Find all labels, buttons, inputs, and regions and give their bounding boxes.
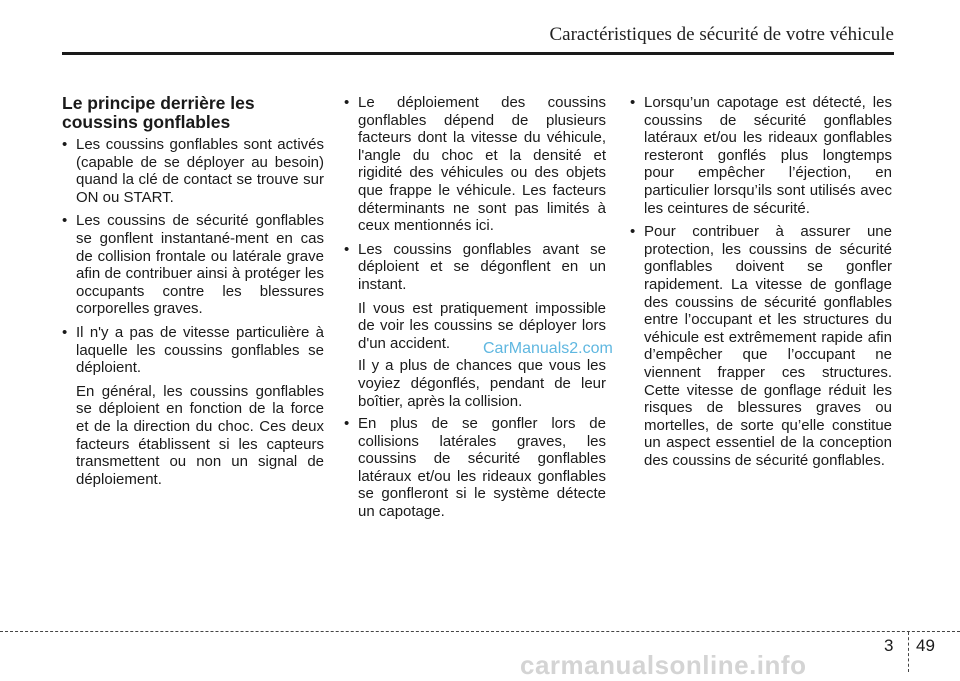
bullet-icon: • [62,323,68,341]
bullet-icon: • [62,212,68,230]
continuation-paragraph: Il y a plus de chances que vous les voyiez dégonflés, pendant de leur boîtier, après la collision. [358,357,606,410]
list-item [344,94,606,235]
list-item-text: Les coussins gonflables sont activés (capable de se déployer au besoin) quand la clé de contact se trouve sur ON ou START. [76,136,324,206]
bullet-icon: • [344,240,350,258]
continuation-paragraph: Il vous est pratiquement impossible de voir les coussins se déployer lors d'un accident. [358,299,606,352]
list-item [62,212,324,318]
continuation-paragraph: En général, les coussins gonflables se déploient en fonction de la force et de la direction du choc. Ces deux facteurs établissent si les capteurs transmettent ou non un signal de déploiement. [76,382,324,488]
footer-page-separator [908,632,909,672]
watermark-carmanuals: CarManuals2.com [483,340,613,357]
list-item-text: Il n'y a pas de vitesse particulière à laquelle les coussins gonflables se déploient. [76,323,324,377]
bullet-icon: • [630,223,636,241]
list-item-text: En plus de se gonfler lors de collisions latérales graves, les coussins de sécurité gonflables latéraux et/ou les rideaux gonflables se gonfleront si le système détecte un capotage. [358,415,606,521]
page-number: 49 [916,636,935,655]
section-heading: Le principe derrière les coussins gonflables [62,93,255,132]
column-2 [344,94,606,527]
bullet-icon: • [630,94,636,111]
list-item-text: Pour contribuer à assurer une protection, les coussins de sécurité gonflables doivent se gonfler rapidement. La vitesse de gonflage des coussins de sécurité gonflables entre l’occupant et les structures du véhicule est extrêmement rapide afin d’empêcher que l’occupant ne viennent frapper ces structures. Cette vitesse de gonflage réduit les risques de blessures graves ou mortelles, de sorte qu’elle constitue un aspect essentiel de la conception des coussins de sécurité gonflables. [644,223,892,469]
footer-rule [0,631,960,632]
chapter-number: 3 [884,636,894,655]
list-item-text: Le déploiement des coussins gonflables dépend de plusieurs facteurs dont la vitesse du véhicule, l'angle du choc et la densité et rigidité des véhicules ou des objets que frappe le véhicule. Les facteurs déterminants ne sont pas limités à ceux mentionnés ici. [358,94,606,235]
bullet-icon: • [62,136,68,153]
list-item [630,94,892,217]
page-header-title: Caractéristiques de sécurité de votre véhicule [549,24,894,45]
watermark-footer: carmanualsonline.info [520,650,807,680]
list-item-text: Lorsqu’un capotage est détecté, les coussins de sécurité gonflables latéraux et/ou les rideaux gonflables resteront gonflés plus longtemps pour empêcher l’éjection, en particulier lorsqu’ils sont utilisés avec les ceintures de sécurité. [644,94,892,217]
column-1 [62,94,324,493]
header-rule [62,52,894,55]
bullet-icon: • [344,415,350,433]
list-item [344,241,606,294]
list-item [62,324,324,377]
column-3 [630,94,892,475]
bullet-icon: • [344,94,350,111]
list-item-text: Les coussins gonflables avant se déploient et se dégonflent en un instant. [358,240,606,293]
list-item [62,136,324,206]
list-item-text: Les coussins de sécurité gonflables se gonflent instantané-ment en cas de collision frontale ou latérale grave afin de contribuer ainsi à protéger les occupants contre les blessures corporelles graves. [76,212,324,318]
list-item [344,415,606,521]
list-item [630,223,892,469]
